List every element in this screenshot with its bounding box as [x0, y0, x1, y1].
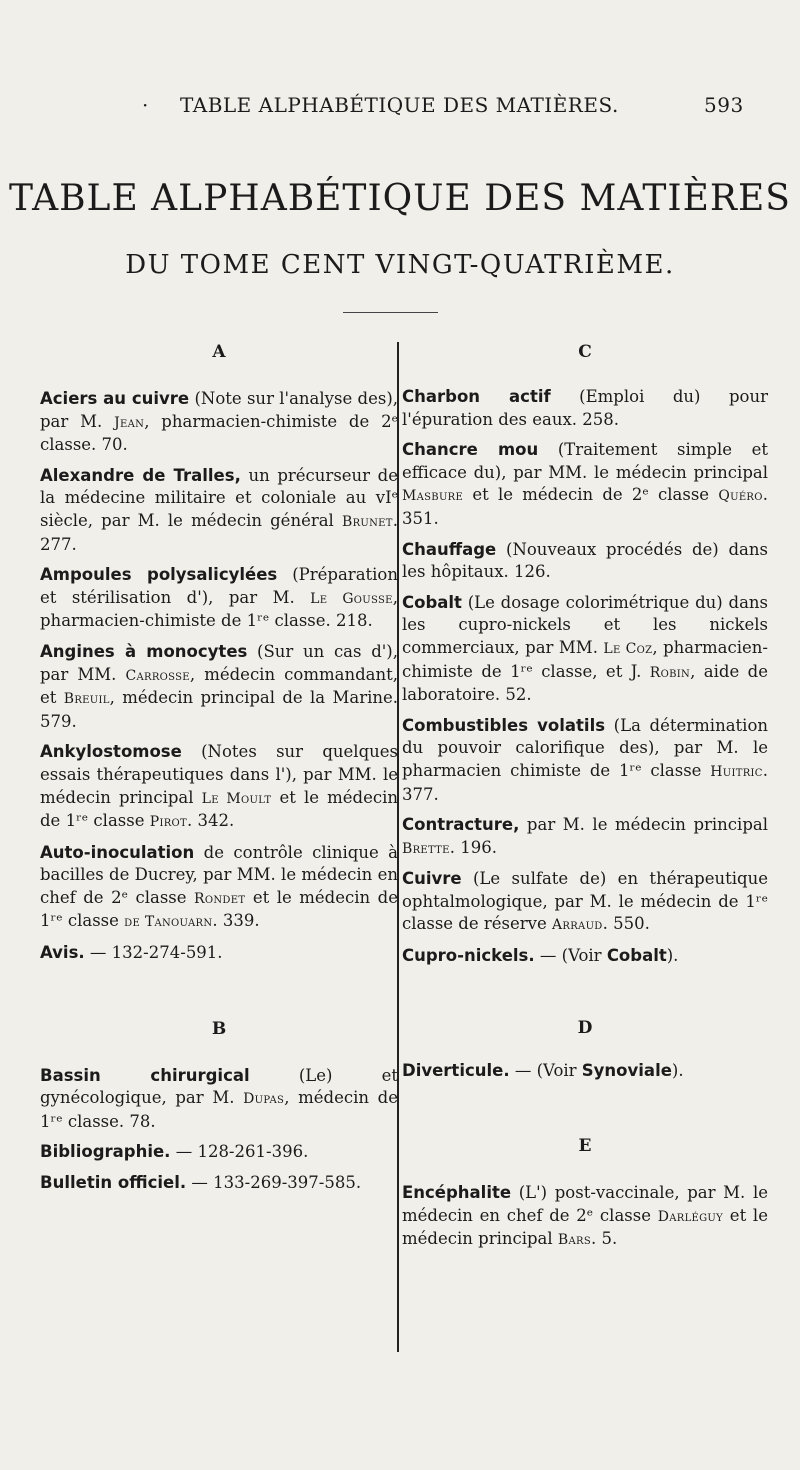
entry-text: de contrôle clinique à bacilles de Ducrey, par MM. le médecin en chef de 2ᵉ classe — [40, 842, 398, 907]
running-head — [0, 93, 800, 123]
section-letter: A — [212, 342, 226, 362]
entry-heading: Bulletin officiel. — [40, 1173, 187, 1193]
index-entry — [40, 465, 398, 556]
entry-text: (Emploi du) pour l'épuration des eaux. 258. — [402, 387, 768, 429]
entry-crossref: Cobalt — [606, 946, 667, 966]
entry-text: (Sur un cas d'), par MM. — [40, 641, 398, 684]
entry-heading: Auto-inoculation — [40, 842, 195, 862]
index-entry — [402, 868, 768, 937]
page-subtitle: DU TOME CENT VINGT-QUATRIÈME. — [125, 250, 675, 280]
index-entry — [402, 386, 768, 431]
entry-text: , pharmacien-chimiste de 1ʳᵉ classe. 218. — [40, 587, 398, 631]
index-entry — [402, 592, 768, 707]
index-entry — [402, 715, 768, 806]
entry-text: (Traitement simple et efficace du), par MM. le médecin principal — [402, 440, 768, 482]
entry-text: (Note sur l'analyse des), par M. — [40, 389, 398, 431]
entry-crossref: Synoviale — [581, 1060, 672, 1080]
entry-author: Huitric — [710, 763, 763, 780]
entry-author: Arraud — [551, 917, 603, 934]
entry-author: Le Coz — [603, 640, 653, 657]
entry-text: . 351. — [402, 485, 768, 528]
entry-text: un précurseur de la médecine militaire et coloniale au vIᵉ siècle, par M. le médecin général — [40, 465, 399, 530]
index-entry — [40, 1141, 398, 1164]
entry-heading: Cupro-nickels. — [402, 946, 535, 966]
entry-text: , médecin principal de la Marine. 579. — [40, 688, 399, 731]
entry-author: Jean — [114, 414, 145, 431]
entry-text: ). — [666, 946, 679, 966]
entry-text: . 550. — [602, 914, 650, 934]
running-head-title: TABLE ALPHABÉTIQUE DES MATIÈRES. — [180, 93, 619, 117]
entry-text: — 128-261-396. — [170, 1142, 309, 1162]
entry-text: , aide de laboratoire. 52. — [402, 661, 768, 705]
entry-text: , médecin de 1ʳᵉ classe. 78. — [40, 1088, 398, 1131]
section-d — [402, 1016, 768, 1083]
page-title: TABLE ALPHABÉTIQUE DES MATIÈRES — [9, 178, 791, 219]
entry-text: . 277. — [40, 510, 398, 554]
entry-heading: Charbon actif — [402, 387, 551, 406]
entry-heading: Chauffage — [402, 539, 497, 559]
entry-text: et le médecin de 1ʳᵉ classe — [40, 887, 398, 931]
index-entry — [402, 945, 768, 968]
entry-author: de Tanouarn — [124, 914, 213, 931]
entry-text: (Préparation et stérilisation d'), par M. — [40, 565, 398, 607]
entry-heading: Avis. — [40, 943, 85, 963]
entry-author: Bars — [557, 1232, 592, 1249]
right-column — [402, 340, 768, 1260]
entry-author: Quéro — [718, 488, 763, 505]
entry-text: — (Voir — [509, 1060, 582, 1080]
index-entry — [402, 814, 768, 860]
index-entry — [402, 1060, 768, 1083]
entry-text: et le médecin de 1ʳᵉ classe — [40, 787, 398, 831]
entry-author: Pirot — [149, 814, 188, 831]
entry-heading: Bibliographie. — [40, 1142, 171, 1162]
section-b — [40, 1017, 398, 1195]
entry-heading: Ankylostomose — [40, 742, 182, 762]
entry-author: Darléguy — [657, 1208, 724, 1225]
entry-heading: Cuivre — [402, 869, 462, 889]
entry-text: — (Voir — [534, 946, 607, 966]
entry-author: Brunet — [341, 513, 393, 530]
entry-text: par M. le médecin principal — [519, 815, 768, 835]
index-entry — [40, 942, 398, 965]
entry-heading: Bassin chirurgical — [40, 1065, 250, 1085]
entry-text: (L') post-vaccinale, par M. le médecin en chef de 2ᵉ classe — [402, 1183, 768, 1225]
entry-text: (La détermination du pouvoir calorifique des), par M. le pharmacien chimiste de 1ʳᵉ classe — [402, 715, 768, 780]
index-entry — [402, 1182, 768, 1252]
entry-text: — 132-274-591. — [84, 943, 223, 963]
entry-heading: Combustibles volatils — [402, 715, 606, 735]
index-entry — [40, 1172, 398, 1195]
entry-text: . 196. — [449, 837, 497, 857]
entry-text: , médecin commandant, et — [40, 664, 398, 708]
entry-heading: Chancre mou — [402, 440, 539, 460]
entry-text: (Notes sur quelques essais thérapeutiques dans l'), par MM. le médecin principal — [40, 742, 398, 807]
section-c — [402, 340, 768, 968]
entry-text: , pharmacien-chimiste de 2ᵉ classe. 70. — [40, 411, 398, 455]
index-entry — [402, 439, 768, 530]
index-entry — [40, 1065, 398, 1134]
entry-author: Le Gousse — [310, 590, 393, 607]
entry-author: Breuil — [63, 691, 110, 708]
section-e — [402, 1134, 768, 1252]
index-entry — [40, 842, 398, 934]
entry-author: Dupas — [243, 1091, 285, 1108]
entry-text: , pharmacien-chimiste de 1ʳᵉ classe, et J. — [402, 637, 768, 681]
entry-text: et le médecin de 2ᵉ classe — [463, 485, 719, 505]
entry-author: Brette — [402, 840, 450, 857]
entry-text: ). — [671, 1060, 684, 1080]
left-column — [40, 340, 398, 1203]
entry-author: Carrosse — [125, 667, 190, 684]
entry-heading: Encéphalite — [402, 1183, 512, 1203]
index-entry — [40, 741, 398, 833]
section-letter: D — [577, 1017, 593, 1038]
entry-text: . 377. — [402, 760, 768, 804]
entry-heading: Ampoules polysalicylées — [40, 565, 278, 585]
entry-text: (Nouveaux procédés de) dans les hôpitaux. 126. — [402, 539, 768, 582]
entry-text: . 5. — [591, 1229, 618, 1249]
entry-text: — 133-269-397-585. — [186, 1173, 362, 1193]
entry-author: Le Moult — [201, 790, 272, 807]
running-head-dot: · — [142, 93, 149, 117]
entry-text: (Le dosage colorimétrique du) dans les cupro-nickels et les nickels commerciaux, par MM. — [402, 592, 768, 657]
entry-text: . 342. — [187, 811, 235, 831]
entry-heading: Cobalt — [402, 592, 462, 612]
section-letter: B — [211, 1018, 227, 1039]
entry-heading: Contracture, — [402, 815, 520, 835]
entry-text: (Le sulfate de) en thérapeutique ophtalmologique, par M. le médecin de 1ʳᵉ classe de réserve — [402, 869, 768, 934]
entry-author: Masbure — [402, 488, 464, 505]
entry-heading: Angines à monocytes — [40, 641, 248, 661]
section-a — [40, 340, 398, 965]
page-number: 593 — [704, 93, 744, 117]
entry-heading: Diverticule. — [402, 1060, 510, 1080]
index-entry — [40, 388, 398, 457]
entry-text: et le médecin principal — [402, 1205, 768, 1249]
index-entry — [402, 539, 768, 584]
title-rule — [343, 312, 438, 313]
index-entry — [40, 564, 398, 633]
entry-text: . 339. — [212, 911, 260, 931]
entry-author: Robin — [649, 664, 691, 681]
section-letter: C — [578, 342, 592, 362]
entry-author: Rondet — [194, 890, 246, 907]
entry-text: (Le) et gynécologique, par M. — [40, 1065, 398, 1108]
index-entry — [40, 641, 398, 733]
entry-heading: Alexandre de Tralles, — [40, 465, 241, 485]
section-letter: E — [578, 1136, 592, 1157]
entry-heading: Aciers au cuivre — [40, 389, 190, 408]
